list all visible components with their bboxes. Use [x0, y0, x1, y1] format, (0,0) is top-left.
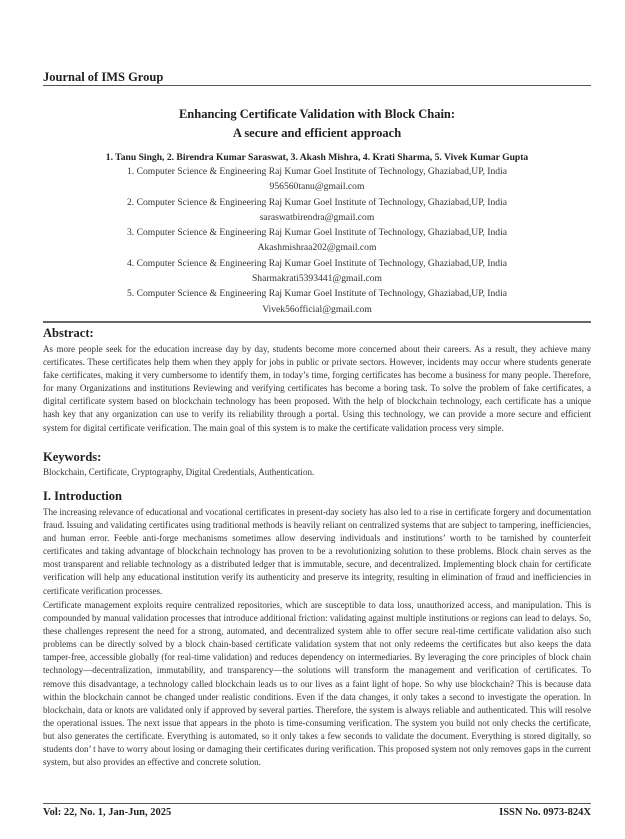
title-line-1: Enhancing Certificate Validation with Block Chain: — [178, 107, 456, 121]
abstract-text: As more people seek for the education increase day by day, students become more concerned about their careers. As a result, they achieve many certificates. These certificates help them when they apply for jobs in public or private sectors. However, incidents may occur where students generate fake certificates, making it very cumbersome to identify them, in today’s time, forging certificates has become a business for many people. Therefore, for many Organizations and institutions Reviewing and verifying certificates has become a boring task. To solve the problem of fake certificates, a digital certificate system based on blockchain technology has been proposed. With the help of blockchain technology, each certificate has a unique hash key that any organization can use to verify its reliability through a portal. Using this technology, we can provide a more secure and efficient system for digital certificate verification. The main goal of this system is to make the certificate validation process very simple. — [43, 344, 591, 433]
footer-divider — [43, 803, 591, 804]
introduction-heading: I. Introduction — [43, 489, 122, 503]
header-divider — [43, 85, 591, 86]
keywords-heading: Keywords: — [43, 450, 102, 464]
affiliation-4: 4. Computer Science & Engineering Raj Kumar Goel Institute of Technology, Ghaziabad,UP, India — [126, 257, 508, 269]
abstract-heading: Abstract: — [43, 326, 94, 340]
affiliations — [43, 164, 591, 317]
author-list: 1. Tanu Singh, 2. Birendra Kumar Saraswat, 3. Akash Mishra, 4. Krati Sharma, 5. Vivek Kumar Gupta — [105, 152, 529, 163]
affiliation-1: 1. Computer Science & Engineering Raj Kumar Goel Institute of Technology, Ghaziabad,UP, India — [126, 166, 508, 177]
email-2: saraswatbirendra@gmail.com — [259, 211, 375, 223]
title-line-2: A secure and efficient approach — [232, 126, 402, 140]
email-4: Sharmakrati5393441@gmail.com — [251, 273, 383, 285]
keywords-text: Blockchain, Certificate, Cryptography, Digital Credentials, Authentication. — [43, 467, 315, 477]
email-5: Vivek56official@gmail.com — [262, 303, 372, 315]
affiliation-3: 3. Computer Science & Engineering Raj Kumar Goel Institute of Technology, Ghaziabad,UP, India — [126, 227, 508, 239]
issn-number: ISSN No. 0973-824X — [499, 807, 591, 818]
volume-info: Vol: 22, No. 1, Jan-Jun, 2025 — [43, 807, 172, 818]
paper-title — [43, 105, 591, 143]
introduction-paragraph-2: Certificate management exploits require centralized repositories, which are susceptible to data loss, unauthorized access, and manipulation. This is compounded by manual validation processes that introduce additional friction: validating against multiple institutions or regions can lead to delays. So, these challenges represent the need for a strong, automated, and decentralized system able to offer secure real-time certificate validation also such problems can be directly solved by a block chain-based certificate validation system that not only redeems the certificates but also keeps the data tamper-free, accessible globally (for real-time validation) and reduces dependency on intermediaries. By leveraging the core principles of block chain technology—decentralization, immutability, and transparency—the solutions will transform the management and verification of certificates. To remove this disadvantage, a technology called blockchain leads us to our lives as a faint light of hope. So why use blockchain? This is because data within the blockchain cannot be changed under realistic conditions. Even if the data changes, it only takes a second to investigate the operation. In blockchain, data or knots are validated only if approved by several parties. Therefore, the system is always reliable and authenticated. This will resolve the operational issues. The next issue that appears in the photo is time-consuming verification. The system you build not only checks the certificate, but also generates the certificate. Everything is automated, so it only takes a few seconds to validate the document. Everything is stored digitally, so students don’ t have to worry about losing or damaging their certificates during verification. This proposed system not only removes gaps in the current system, but also provides an effective and concrete solution. — [43, 600, 591, 768]
email-1: 956560tanu@gmail.com — [269, 181, 365, 193]
journal-name: Journal of IMS Group — [43, 70, 164, 84]
email-3: Akashmishraa202@gmail.com — [257, 242, 377, 254]
affiliation-5: 5. Computer Science & Engineering Raj Kumar Goel Institute of Technology, Ghaziabad,UP, India — [126, 288, 508, 300]
introduction-paragraph-1: The increasing relevance of educational and vocational certificates in present-day society has also led to a rise in certificate forgery and documentation fraud. Issuing and validating certificates using traditional methods is heavily reliant on centralized systems that are subject to tampering, inefficiencies, and human error. Feeble anti-forge mechanisms sometimes allow deserving individuals and institutions’ worth to be tarnished by counterfeit certificates and taking advantage of blockchain technology has proven to be a revolutionizing solution to these problems. Block chain serves as the most transparent and reliable technology as a distributed ledger that is immutable, secure, and decentralized. Implementing block chain for certificate verification will help any educational institution verify its authenticity and preserve its integrity, resulting in elimination of fraud and inefficiencies in certificate verification processes. — [43, 507, 591, 596]
affiliation-2: 2. Computer Science & Engineering Raj Kumar Goel Institute of Technology, Ghaziabad,UP, India — [126, 196, 508, 208]
abstract-divider — [43, 321, 591, 323]
